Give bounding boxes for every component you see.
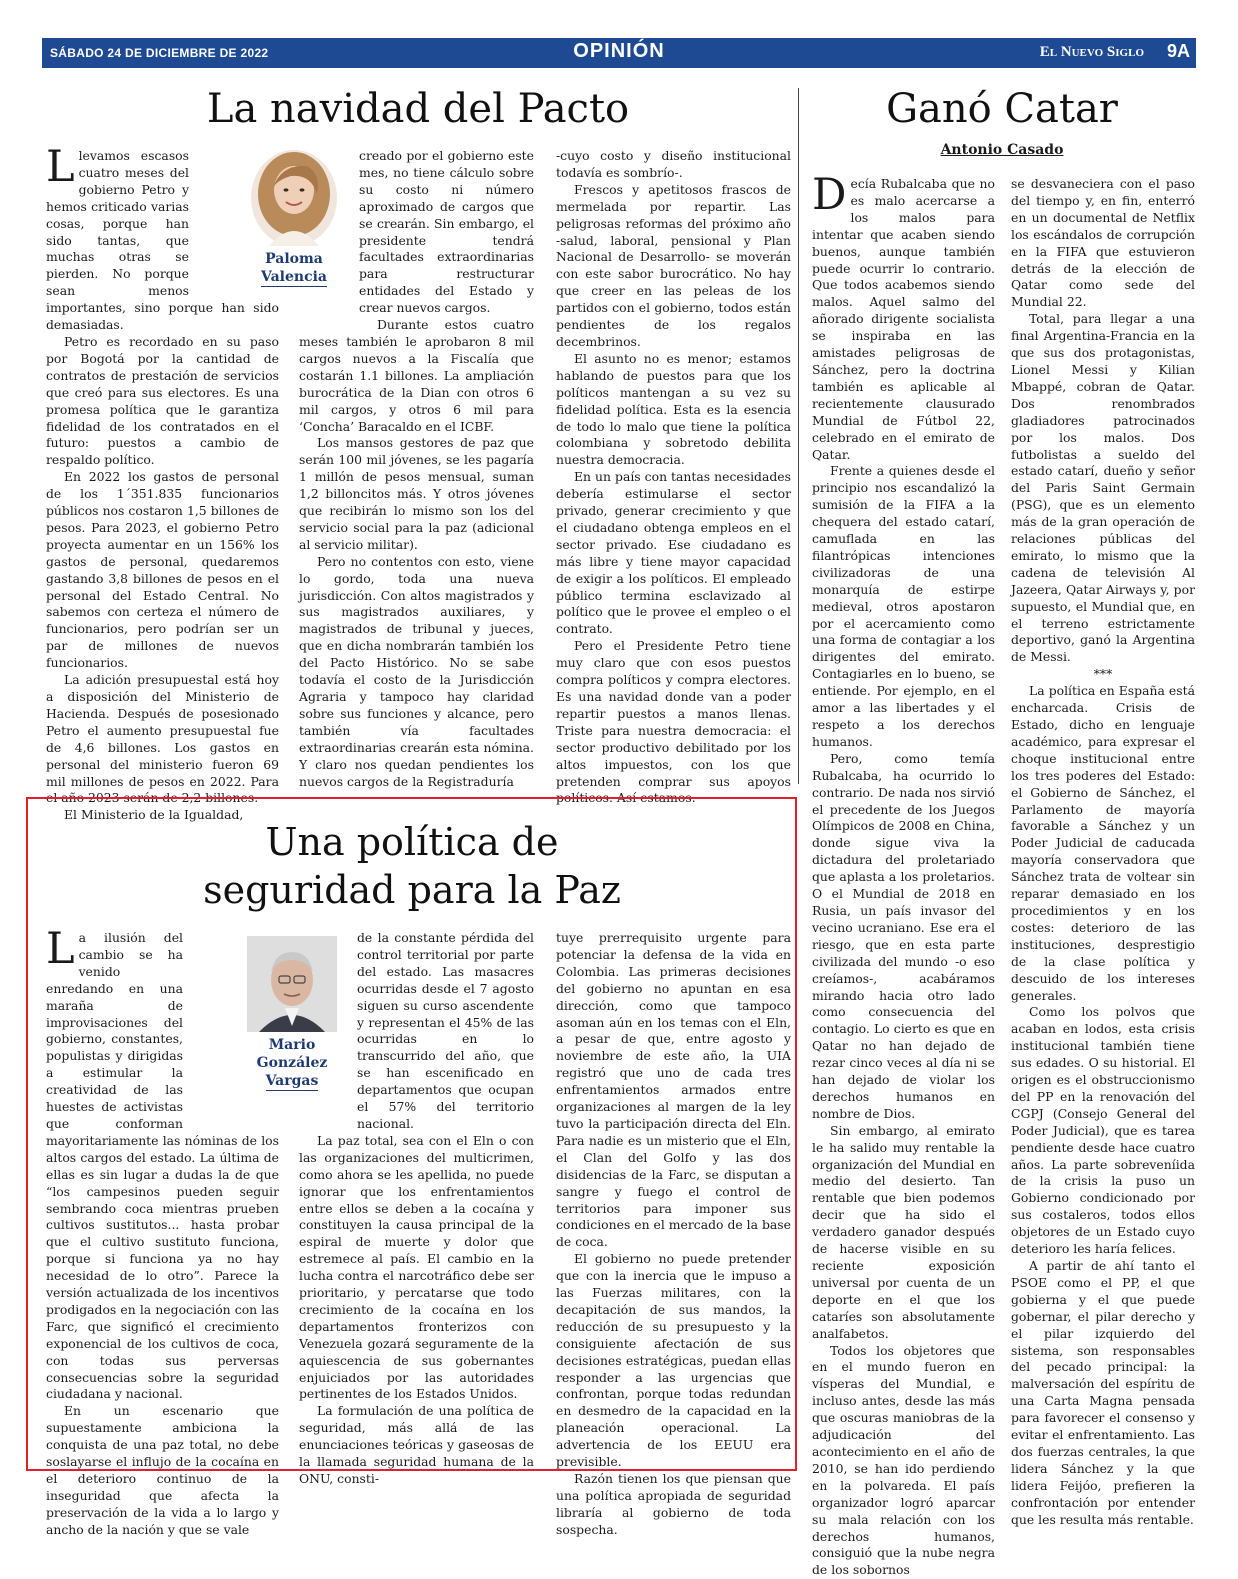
newspaper-name: El Nuevo Siglo (1039, 44, 1144, 60)
page-header-band (42, 38, 1196, 68)
article2-column-3 (556, 930, 791, 1537)
article2-column-2 (299, 930, 534, 1486)
paragraph: -cuyo costo y diseño institucional todavía es sombrío-. (556, 148, 791, 180)
paragraph: En 2022 los gastos de personal de los 1´351.835 funcionarios públicos nos costaron 1,5 billones de pesos. Para 2023, el gobierno Petro proyecta aumentar en un 156% los gastos de personal, quedaremos gastando 3,8 billones de pesos en el personal del Estado Central. No sabemos con certeza el número de funcionarios, pero podrían ser un par de millones de nuevos funcionarios. (46, 469, 279, 671)
paragraph: Razón tienen los que piensan que una política apropiada de seguridad libraría al gobierno de toda sospecha. (556, 1471, 791, 1537)
article2-title: Una política de seguridad para la Paz (203, 820, 621, 912)
paragraph: Durante estos cuatro meses también le aprobaron 8 mil cargos nuevos a la Fiscalía que costarán 1.1 billones. La ampliación burocrática de la Dian con otros 6 mil cargos, y otros 6 mil para ‘Concha’ Baracaldo en el ICBF. (299, 317, 534, 434)
paragraph: Total, para llegar a una final Argentina-Francia en la que sus dos protagonistas, Lionel Messi y Kilian Mbappé, cobran de Qatar. Dos renombrados gladiadores patrocinados por los malos. Dos futbolistas a sueldo del estado catarí, dueño y señor del Paris Saint Germain (PSG), que es un elemento más de la gran operación de relaciones públicas del emirato, lo mismo que la cadena de televisión Al Jazeera, Qatar Airways y, por supuesto, el Mundial que, en el terreno estrictamente deportivo, ganó la Argentina de Messi. (1011, 311, 1195, 665)
article3-column-1 (812, 170, 995, 1578)
paragraph: La adición presupuestal está hoy a disposición del Ministerio de Hacienda. Después de posesionado Petro el aumento presupuestal fue de 4,6 billones. Los gastos en personal del ministerio fueron 69 mil millones de pesos en 2022. Para el año 2023 serán de 2,2 billones. (46, 672, 279, 806)
paragraph: Pero el Presidente Petro tiene muy claro que con esos puestos compra políticos y compra electores. Es una navidad donde van a poder repartir puestos a manos llenas. Triste para nuestra democracia: el sector productivo debilitado por los altos impuestos, con los que pretenden comprar sus apoyos políticos. Así estamos. (556, 638, 791, 806)
paragraph: de la constante pérdida del control territorial por parte del estado. Las masacres ocurridas desde el 7 agosto siguen su curso ascendente y representan el 45% de las ocurridas en lo transcurrido del año, que se han escenificado en departamentos que ocupan el 57% del territorio nacional. (357, 930, 534, 1131)
column-divider (798, 88, 799, 784)
paragraph: El Ministerio de la Igualdad, (64, 807, 244, 823)
paragraph: se desvaneciera con el paso del tiempo y, en fin, enterró en un documental de Netflix los escándalos de corrupción en la FIFA que estuvieron detrás de la elección de Qatar como sede del Mundial 22. (1011, 176, 1195, 310)
paragraph: Petro es recordado en su paso por Bogotá por la cantidad de contratos de prestación de servicios que creó para sus electores. Es una promesa política que le garantiza fidelidad de los contratados en el futuro: puestos a cambio de respaldo político. (46, 333, 279, 468)
paragraph: Pero, como temía Rubalcaba, ha ocurrido lo contrario. De nada nos sirvió el precedente de los Juegos Olímpicos de 2008 en China, donde sigue viva la dictadura del proletariado que aplasta a los proletarios. O el Mundial de 2018 en Rusia, un país invasor del vecino ucraniano. Ese era el riesgo, que en esta parte civilizada del mundo -o eso creíamos-, acabáramos mirando hacia otro lado como consecuencia del contagio. Lo cierto es que en Qatar no han dejado de rezar cinco veces al día ni se han dejado de violar los derechos humanos en nombre de Dios. (812, 750, 995, 1121)
paragraph: En un escenario que supuestamente ambiciona la conquista de una paz total, no debe soslayarse el influjo de la cocaína en el deterioro continuo de la inseguridad que afecta la preservación de la vida a lo largo y ancho de la nación y que se vale (46, 1403, 279, 1537)
paragraph: Como los polvos que acaban en lodos, esta crisis institucional también tiene sus edades. O su historial. El origen es el obstruccionismo del PP en la renovación del CGPJ (Consejo General del Poder Judicial), que es tarea pendiente desde hace cuatro años. La parte sobreveníida de la crisis la puso un Gobierno condicionado por sus costaleros, todos ellos objetores de un Estado cuyo deterioro les haría felices. (1011, 1004, 1195, 1257)
page-number: 9A (1166, 41, 1190, 61)
issue-date: SÁBADO 24 DE DICIEMBRE DE 2022 (50, 46, 269, 60)
paragraph: La política en España está encharcada. Crisis de Estado, dicho en lenguaje académico, para expresar el choque institucional entre los tres poderes del Estado: el Gobierno de Sánchez, el Parlamento de mayoría favorable a Sánchez y un Poder Judicial de caducada mayoría conservadora que Sánchez trata de voltear sin reparar demasiado en los procedimientos y en los costes: deterioro de las instituciones, desprestigio de la clase política y descuido de los intereses generales. (1011, 683, 1195, 1003)
article3-column-2 (1011, 176, 1195, 1527)
paragraph: La formulación de una política de seguridad, más allá de las enunciaciones teóricas y gaseosas de la llamada seguridad humana de la ONU, consti- (299, 1403, 534, 1486)
paragraph: Pero no contentos con esto, viene lo gordo, toda una nueva jurisdicción. Con altos magistrados y sus magistrados auxiliares, y magistrados de tribunal y jueces, que en dicha nombrarán también los del Pacto Histórico. No se sabe todavía el costo de la Jurisdicción Agraria y tampoco hay claridad sobre sus funciones y alcance, pero también vía facultades extraordinarias crearán esta nómina. Y claro nos quedan pendientes los nuevos cargos de la Registraduría (299, 553, 534, 789)
paragraph: A partir de ahí tanto el PSOE como el PP, el que gobierna y el que puede gobernar, el pilar derecho y el pilar izquierdo del sistema, son responsables del pecado principal: la malversación del espíritu de una Carta Magna pensada para favorecer el consenso y evitar el enfrentamiento. Las dos fuerzas centrales, la que lidera Sánchez y la que lidera Feijóo, prefieren la confrontación por entender que les resulta más rentable. (1011, 1258, 1195, 1527)
paragraph: Frescos y apetitosos frascos de mermelada por repartir. Las peligrosas reformas del próximo año -salud, laboral, pensional y Plan Nacional de Desarrollo- se moverán con este sabor burocrático. No hay que creer en las peleas de los partidos con el gobierno, todos están pendientes de los regalos decembrinos. (556, 181, 791, 349)
paragraph: Todos los objetores que en el mundo fueron en vísperas del Mundial, e incluso antes, desde las más que oscuras maniobras de la adjudicación del acontecimiento en el año de 2010, se han ido perdiendo en la polvareda. El país organizador logró aparcar su mala relación con los derechos humanos, consiguió que la nube negra de los sobornos (812, 1342, 995, 1578)
section-separator: *** (1093, 666, 1113, 682)
paragraph: En un país con tantas necesidades debería estimularse el sector privado, generar crecimiento y que el ciudadano obtenga empleos en el sector privado. Ese ciudadano es más libre y tiene mayor capacidad de exigir a los políticos. El empleado público termina esclavizado al político que le provee el empleo o el contrato. (556, 469, 791, 637)
drop-cap: L (46, 924, 75, 974)
paragraph: creado por el gobierno este mes, no tiene cálculo sobre su costo ni número aproximado de cargos que se crearán. Sin embargo, el presidente tendrá facultades extraordinarias para restructurar entidades del Estado y crear nuevos cargos. (359, 148, 534, 316)
paragraph: La paz total, sea con el Eln o con las organizaciones del multicrimen, como ahora se les apellida, no puede ignorar que los enfrentamientos entre ellos se deben a la cocaína y constituyen la causa principal de la espiral de muerte y dolor que estremece al país. El cambio en la lucha contra el narcotráfico debe ser prioritario, y percatarse que todo crecimiento de la cocaína en los departamentos fronterizos con Venezuela gozará seguramente de la aquiescencia de sus gobernantes enjuiciados por las autoridades pertinentes de los Estados Unidos. (299, 1132, 534, 1402)
section-title: OPINIÓN (573, 40, 665, 62)
article3-lead-paragraph: Decía Rubalcaba que no es malo acercarse a los malos para intentar que acaben siendo buenos, aunque también puede ocurrir lo contrario. Que todos acabemos siendo malos. Aquel salmo del añorado dirigente socialista se inspiraba en las amistades peligrosas de Sánchez, pero la doctrina también es aplicable al recientemente clausurado Mundial de Fútbol 22, celebrado en el emirato de Qatar. (812, 170, 995, 462)
paragraph: El asunto no es menor; estamos hablando de puestos para que los políticos mantengan a su vez su fidelidad política. Esta es la esencia de todo lo malo que tiene la política colombiana y sobretodo debilita nuestra democracia. (556, 350, 791, 468)
article1-column-3 (556, 148, 791, 806)
article2-lead-paragraph: La ilusión del cambio se ha venido enredando en una maraña de improvisaciones del gobierno, constantes, populistas y dirigidas a estimular la creatividad de las huestes de activistas que conforman mayoritariamente las nóminas de los altos cargos del estado. La última de ellas es sin lugar a dudas la de que “los campesinos pueden seguir sembrando coca mientras prueben cultivos sustitutos... hasta probar que el cultivo sustituto funciona, porque si funciona ya no hay necesidad de lo otro”. Parece la versión actualizada de los incentivos prodigados en la negociación con las Farc, que significó el crecimiento exponencial de los cultivos de coca, con todas sus perversas consecuencias sobre la seguridad ciudadana y nacional. (46, 924, 279, 1402)
paragraph: El gobierno no puede pretender que con la inercia que le impuso a las Fuerzas militares, con la decapitación de sus mandos, la reducción de su presupuesto y la consiguiente afectación de sus decisiones estratégicas, puedan ellas responder a las urgencias que confrontan, porque todas redundan en desmedro de la capacidad en la planeación operacional. La advertencia de los EEUU era previsible. (556, 1251, 791, 1470)
paragraph: Sin embargo, al emirato le ha salido muy rentable la organización del Mundial en medio del desierto. Tan rentable que bien podemos decir que ha sido el verdadero ganador después de hacerse visible en su reciente exposición universal por cuenta de un deporte en el que los cataríes son absolutamente analfabetos. (812, 1122, 995, 1341)
paragraph: tuye prerrequisito urgente para potenciar la defensa de la vida en Colombia. Las primeras decisiones del gobierno no apuntan en esa dirección, como que tampoco asoman aún en los temas con el Eln, a pesar de que, entre agosto y noviembre de este año, la UIA registró que uno de cada tres enfrentamientos armados entre organizaciones al margen de la ley tuvo la participación directa del Eln. Para nadie es un misterio que el Eln, el Clan del Golfo y las dos disidencias de la Farc, se disputan a sangre y fuego el control de territorios para imponer sus condiciones en el mercado de la base de coca. (556, 930, 791, 1250)
article1-lead-paragraph: Llevamos escasos cuatro meses del gobierno Petro y hemos criticado varias cosas, porque han sido tantas, que muchas otras se pierden. No porque sean menos importantes, sino porque han sido demasiadas. (46, 142, 279, 333)
paragraph: Los mansos gestores de paz que serán 100 mil jóvenes, se les pagaría 1 millón de pesos mensual, suman 1,2 billoncitos más. Y otros jóvenes que recibirán lo mismo son los del servicio social para la paz (adicional al servicio militar). (299, 435, 534, 552)
article1-column-2 (299, 148, 534, 789)
drop-cap: L (46, 142, 75, 192)
author-name: Paloma Valencia (261, 251, 327, 285)
article3-title: Ganó Catar (886, 86, 1118, 132)
drop-cap: D (812, 170, 847, 220)
article1-title: La navidad del Pacto (206, 86, 630, 132)
author-name: Mario González Vargas (256, 1037, 328, 1089)
paragraph: Frente a quienes desde el principio nos escandalizó la sumisión de la FIFA a la chequera del estado catarí, camuflada en las filantrópicas intenciones civilizadoras de una monarquía de estirpe medieval, otros apostaron por el acercamiento como una forma de contagiar a los dirigentes del emirato. Contagiarles en lo bueno, se entiende. Por ejemplo, en el amor a las libertades y el respeto a los derechos humanos. (812, 463, 995, 749)
article3-byline: Antonio Casado (940, 142, 1064, 158)
